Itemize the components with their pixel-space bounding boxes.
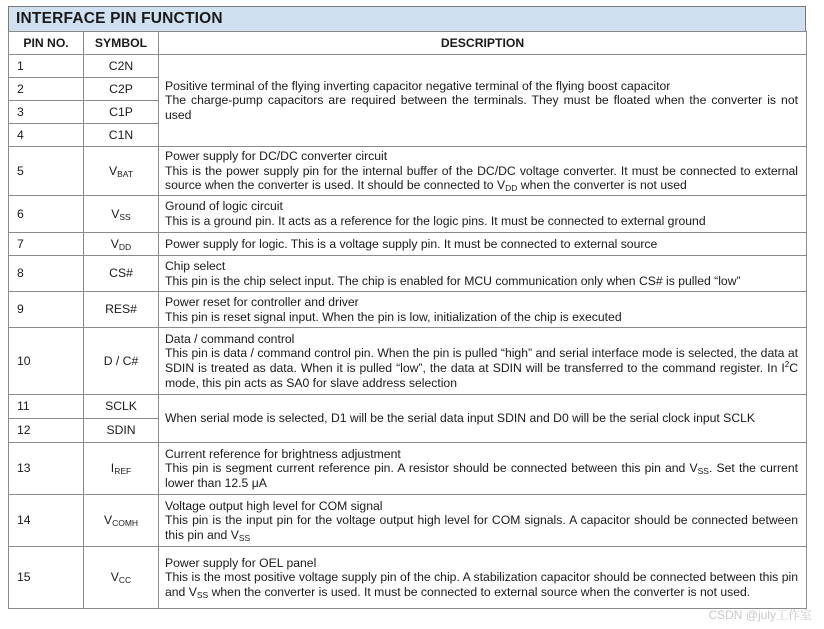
watermark: CSDN @july工作室 xyxy=(708,608,812,622)
pin-description xyxy=(159,547,807,609)
pin-function-document xyxy=(8,6,806,609)
pin-description xyxy=(159,328,807,395)
pin-description xyxy=(159,55,807,147)
pin-function-table xyxy=(8,31,807,609)
pin-symbol: CS# xyxy=(84,256,159,292)
pin-number: 9 xyxy=(9,292,84,328)
pin-number: 15 xyxy=(9,547,84,609)
header-pin-no: PIN NO. xyxy=(9,32,84,55)
pin-number: 7 xyxy=(9,233,84,256)
pin-number: 4 xyxy=(9,124,84,147)
pin-symbol: D / C# xyxy=(84,328,159,395)
pin-number: 11 xyxy=(9,395,84,419)
pin-symbol: SCLK xyxy=(84,395,159,419)
header-symbol: SYMBOL xyxy=(84,32,159,55)
pin-symbol: C2N xyxy=(84,55,159,78)
description-title: Power supply for DC/DC converter circuit xyxy=(165,149,388,164)
pin-description xyxy=(159,147,807,196)
pin-number: 1 xyxy=(9,55,84,78)
table-row xyxy=(9,147,807,196)
pin-description: When serial mode is selected, D1 will be the serial data input SDIN and D0 will be the serial clock input SCLK xyxy=(159,395,807,443)
description-line: This is the most positive voltage supply pin of the chip. A stabilization capacitor should be connected between this pin and $V_{SS}$ when the converter is used. It must be connected to external source when the converter is not used. xyxy=(165,570,798,600)
description-title: Current reference for brightness adjustment xyxy=(165,446,401,461)
table-row xyxy=(9,395,807,419)
pin-symbol: $V_{SS}$ xyxy=(84,196,159,233)
pin-number: 14 xyxy=(9,495,84,547)
table-row xyxy=(9,55,807,78)
pin-number: 10 xyxy=(9,328,84,395)
pin-number: 6 xyxy=(9,196,84,233)
description-line: This pin is data / command control pin. When the pin is pulled “high” and serial interface mode is selected, the data at SDIN is treated as data. When it is pulled “low”, the data at SDIN will be transferred to the command register. In $I^2C$ mode, this pin acts as SA0 for slave address selection xyxy=(165,346,798,390)
pin-symbol: $V_{DD}$ xyxy=(84,233,159,256)
description-title: Data / command control xyxy=(165,331,295,346)
pin-number: 2 xyxy=(9,78,84,101)
pin-symbol: C1P xyxy=(84,101,159,124)
description-line: The charge-pump capacitors are required between the terminals. They must be floated when the converter is not used xyxy=(165,93,798,122)
description-line: This pin is the input pin for the voltage output high level for COM signals. A capacitor should be connected between this pin and $V_{SS}$ xyxy=(165,513,798,543)
header-description: DESCRIPTION xyxy=(159,32,807,55)
description-title: Voltage output high level for COM signal xyxy=(165,498,383,513)
pin-symbol: $V_{COMH}$ xyxy=(84,495,159,547)
description-title: Power supply for OEL panel xyxy=(165,555,317,570)
pin-description xyxy=(159,256,807,292)
pin-description: Power supply for logic. This is a voltage supply pin. It must be connected to external source xyxy=(159,233,807,256)
table-row xyxy=(9,256,807,292)
description-line: This is a ground pin. It acts as a reference for the logic pins. It must be connected to external ground xyxy=(165,214,706,228)
table-row xyxy=(9,292,807,328)
pin-description xyxy=(159,196,807,233)
description-title: Power reset for controller and driver xyxy=(165,294,359,309)
pin-symbol: $V_{CC}$ xyxy=(84,547,159,609)
description-line: This pin is the chip select input. The chip is enabled for MCU communication only when CS# is pulled “low” xyxy=(165,273,741,288)
pin-description xyxy=(159,443,807,495)
header-row xyxy=(9,32,807,55)
description-title: Ground of logic circuit xyxy=(165,199,283,214)
pin-symbol: $V_{BAT}$ xyxy=(84,147,159,196)
pin-number: 5 xyxy=(9,147,84,196)
table-title: INTERFACE PIN FUNCTION xyxy=(8,6,806,31)
pin-description xyxy=(159,292,807,328)
description-line: Positive terminal of the flying inverting capacitor negative terminal of the flying boost capacitor xyxy=(165,78,671,93)
table-row xyxy=(9,328,807,395)
pin-description xyxy=(159,495,807,547)
pin-number: 12 xyxy=(9,419,84,443)
table-row xyxy=(9,547,807,609)
pin-number: 13 xyxy=(9,443,84,495)
pin-symbol: C1N xyxy=(84,124,159,147)
table-row xyxy=(9,443,807,495)
pin-number: 3 xyxy=(9,101,84,124)
description-line: This is the power supply pin for the internal buffer of the DC/DC voltage converter. It must be connected to external source when the converter is used. It should be connected to $V_{DD}$ when the converter is not used xyxy=(165,163,798,194)
table-row xyxy=(9,495,807,547)
pin-number: 8 xyxy=(9,256,84,292)
table-row xyxy=(9,196,807,233)
description-title: Chip select xyxy=(165,258,226,273)
pin-symbol: SDIN xyxy=(84,419,159,443)
pin-symbol: C2P xyxy=(84,78,159,101)
pin-symbol: $I_{REF}$ xyxy=(84,443,159,495)
pin-symbol: RES# xyxy=(84,292,159,328)
table-row xyxy=(9,233,807,256)
description-line: This pin is reset signal input. When the pin is low, initialization of the chip is executed xyxy=(165,309,622,324)
description-line: This pin is segment current reference pin. A resistor should be connected between this pin and $V_{SS}$. Set the current lower than 12.5 μA xyxy=(165,461,798,490)
